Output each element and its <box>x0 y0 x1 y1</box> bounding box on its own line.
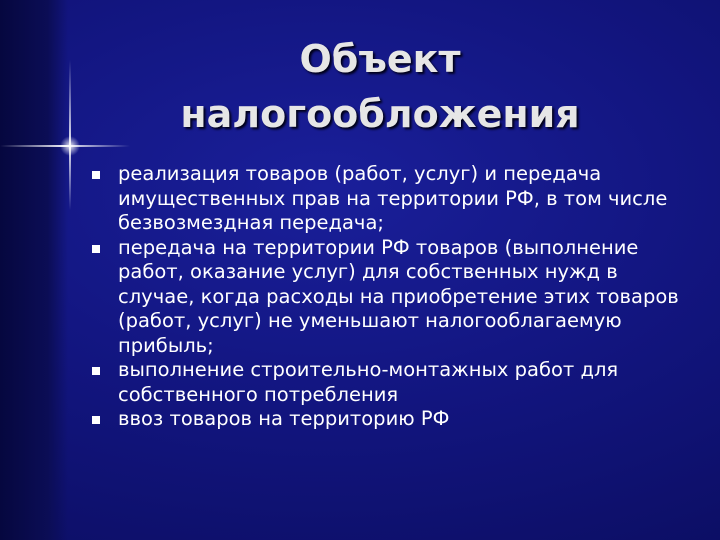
bullet-text: реализация товаров (работ, услуг) и передача имущественных прав на территории РФ, в том числе безвозмездная передача; <box>118 162 668 234</box>
bullet-text: передача на территории РФ товаров (выполнение работ, оказание услуг) для собственных нужд в случае, когда расходы на приобретение этих товаров (работ, услуг) не уменьшают налогооблагаемую прибыль; <box>118 235 679 357</box>
star-vertical-ray <box>69 60 71 210</box>
bullet-text: выполнение строительно-монтажных работ для собственного потребления <box>118 358 619 406</box>
bullet-item <box>92 407 692 432</box>
bullet-list <box>92 162 692 432</box>
square-bullet-icon <box>92 245 100 253</box>
slide-title-line-1: Объект <box>299 37 461 81</box>
bullet-text: ввоз товаров на территорию РФ <box>118 407 450 430</box>
square-bullet-icon <box>92 367 100 375</box>
star-glow <box>60 136 80 156</box>
bullet-item <box>92 236 692 359</box>
bullet-item <box>92 162 692 236</box>
square-bullet-icon <box>92 416 100 424</box>
bullet-item <box>92 358 692 407</box>
square-bullet-icon <box>92 171 100 179</box>
slide-title <box>100 32 660 142</box>
slide-title-line-2: налогообложения <box>180 92 580 136</box>
